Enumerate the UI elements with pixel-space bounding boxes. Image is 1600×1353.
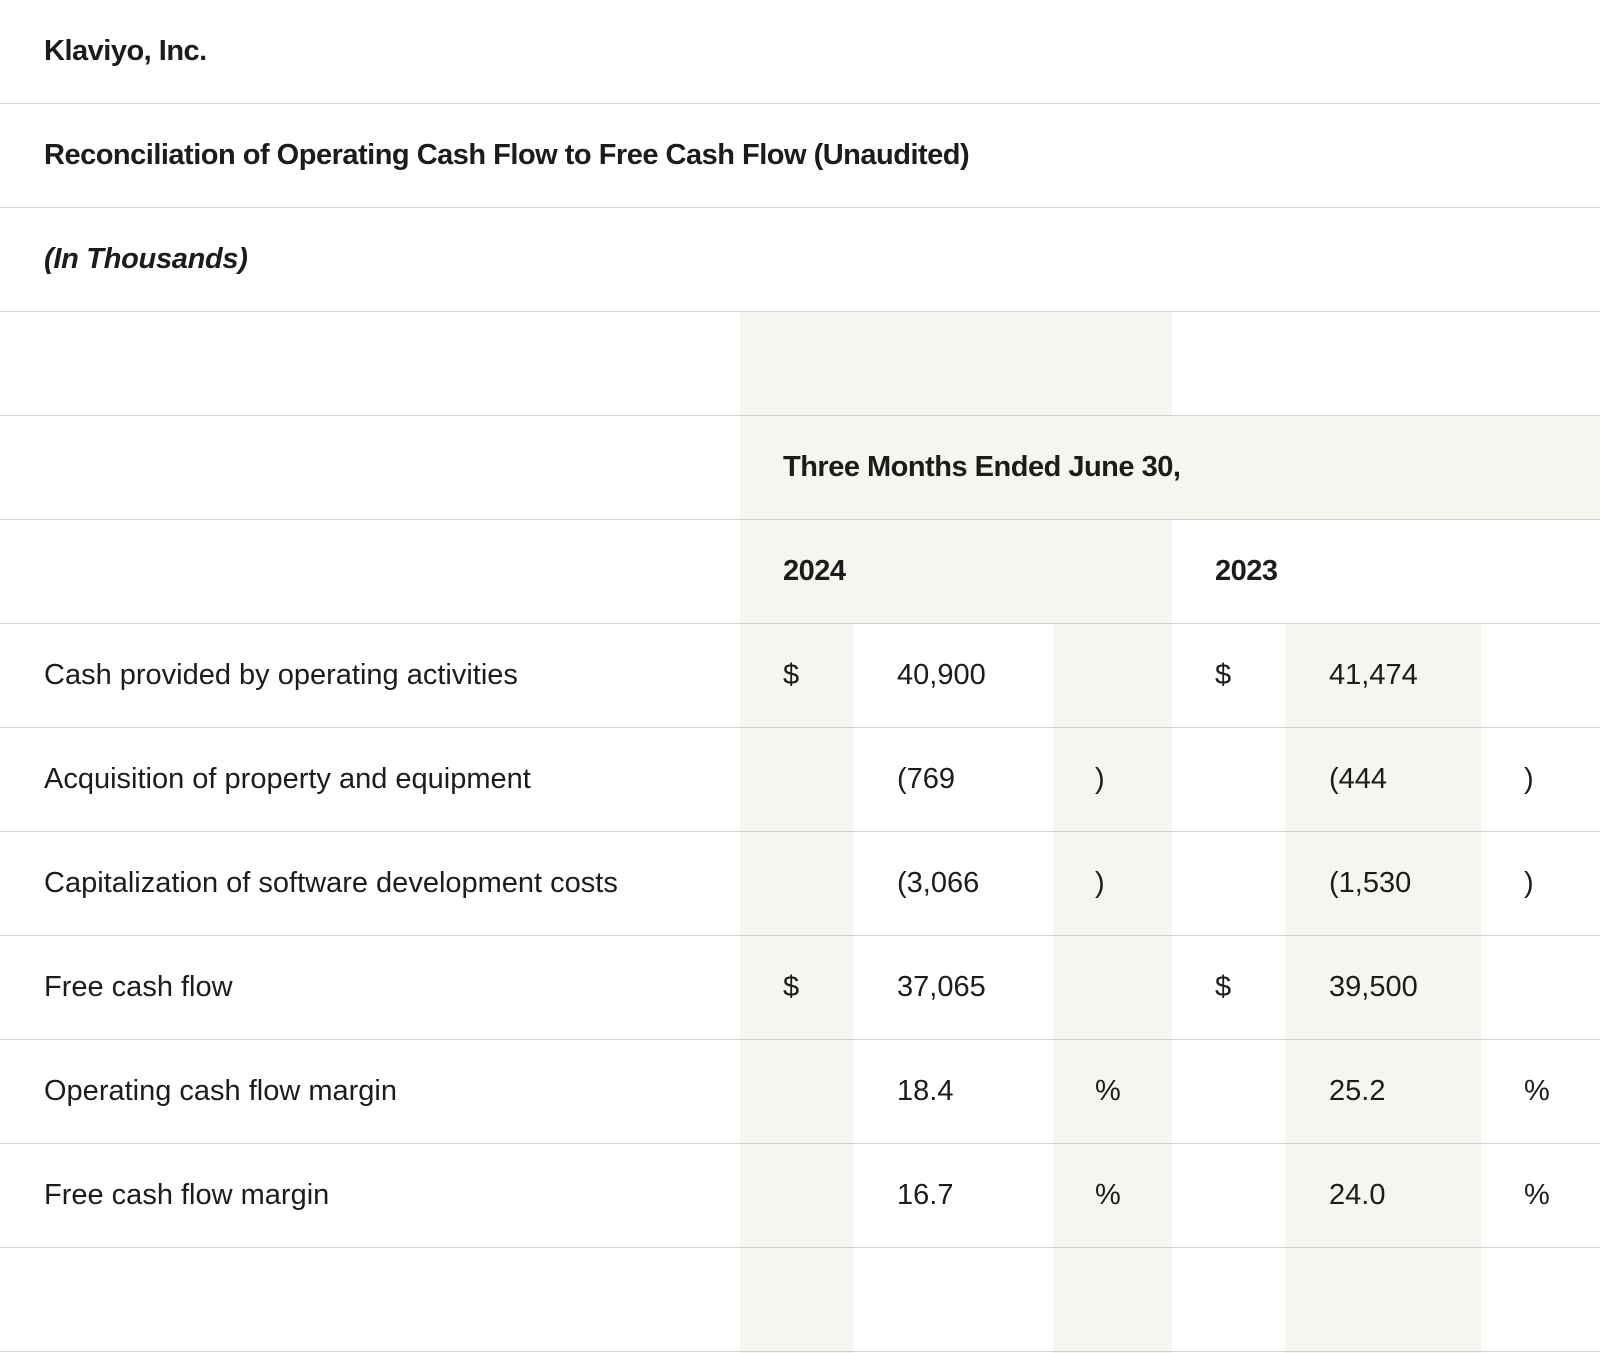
suffix-2024: % [1095, 1074, 1121, 1107]
currency-symbol: $ [1215, 658, 1232, 691]
spacer-row [0, 312, 1600, 416]
period-header-row [0, 416, 1600, 520]
company-name: Klaviyo, Inc. [44, 34, 207, 67]
row-label: Cash provided by operating activities [44, 658, 518, 691]
suffix-2024: ) [1095, 866, 1105, 899]
year-2023-header: 2023 [1215, 554, 1278, 587]
year-header-row [0, 520, 1600, 624]
table-row [0, 1040, 1600, 1144]
table-row [0, 728, 1600, 832]
units-note: (In Thousands) [44, 242, 248, 275]
suffix-2023: ) [1524, 762, 1534, 795]
title-row [0, 104, 1600, 208]
suffix-2023: ) [1524, 866, 1534, 899]
footer-spacer-row [0, 1248, 1600, 1352]
table-row [0, 1144, 1600, 1248]
row-label: Acquisition of property and equipment [44, 762, 531, 795]
row-label: Free cash flow [44, 970, 233, 1003]
table-row [0, 832, 1600, 936]
value-2023: 39,500 [1329, 970, 1418, 1003]
value-2024: 40,900 [897, 658, 986, 691]
suffix-2023: % [1524, 1074, 1550, 1107]
value-2023: (444 [1329, 762, 1388, 795]
currency-symbol: $ [783, 970, 800, 1003]
company-row [0, 0, 1600, 104]
units-row [0, 208, 1600, 312]
value-2024: (769 [897, 762, 956, 795]
statement-title: Reconciliation of Operating Cash Flow to Free Cash Flow (Unaudited) [44, 138, 970, 171]
value-2024: 37,065 [897, 970, 986, 1003]
table-row [0, 936, 1600, 1040]
row-label: Operating cash flow margin [44, 1074, 397, 1107]
currency-symbol: $ [783, 658, 800, 691]
year-2024-header: 2024 [783, 554, 846, 587]
suffix-2024: ) [1095, 762, 1105, 795]
value-2023: (1,530 [1329, 866, 1412, 899]
table-row [0, 624, 1600, 728]
value-2023: 41,474 [1329, 658, 1418, 691]
suffix-2024: % [1095, 1178, 1121, 1211]
currency-symbol: $ [1215, 970, 1232, 1003]
value-2024: 18.4 [897, 1074, 954, 1107]
value-2023: 24.0 [1329, 1178, 1386, 1211]
value-2023: 25.2 [1329, 1074, 1386, 1107]
period-header: Three Months Ended June 30, [783, 450, 1181, 483]
value-2024: (3,066 [897, 866, 980, 899]
suffix-2023: % [1524, 1178, 1550, 1211]
value-2024: 16.7 [897, 1178, 954, 1211]
row-label: Capitalization of software development costs [44, 866, 618, 899]
row-label: Free cash flow margin [44, 1178, 330, 1211]
